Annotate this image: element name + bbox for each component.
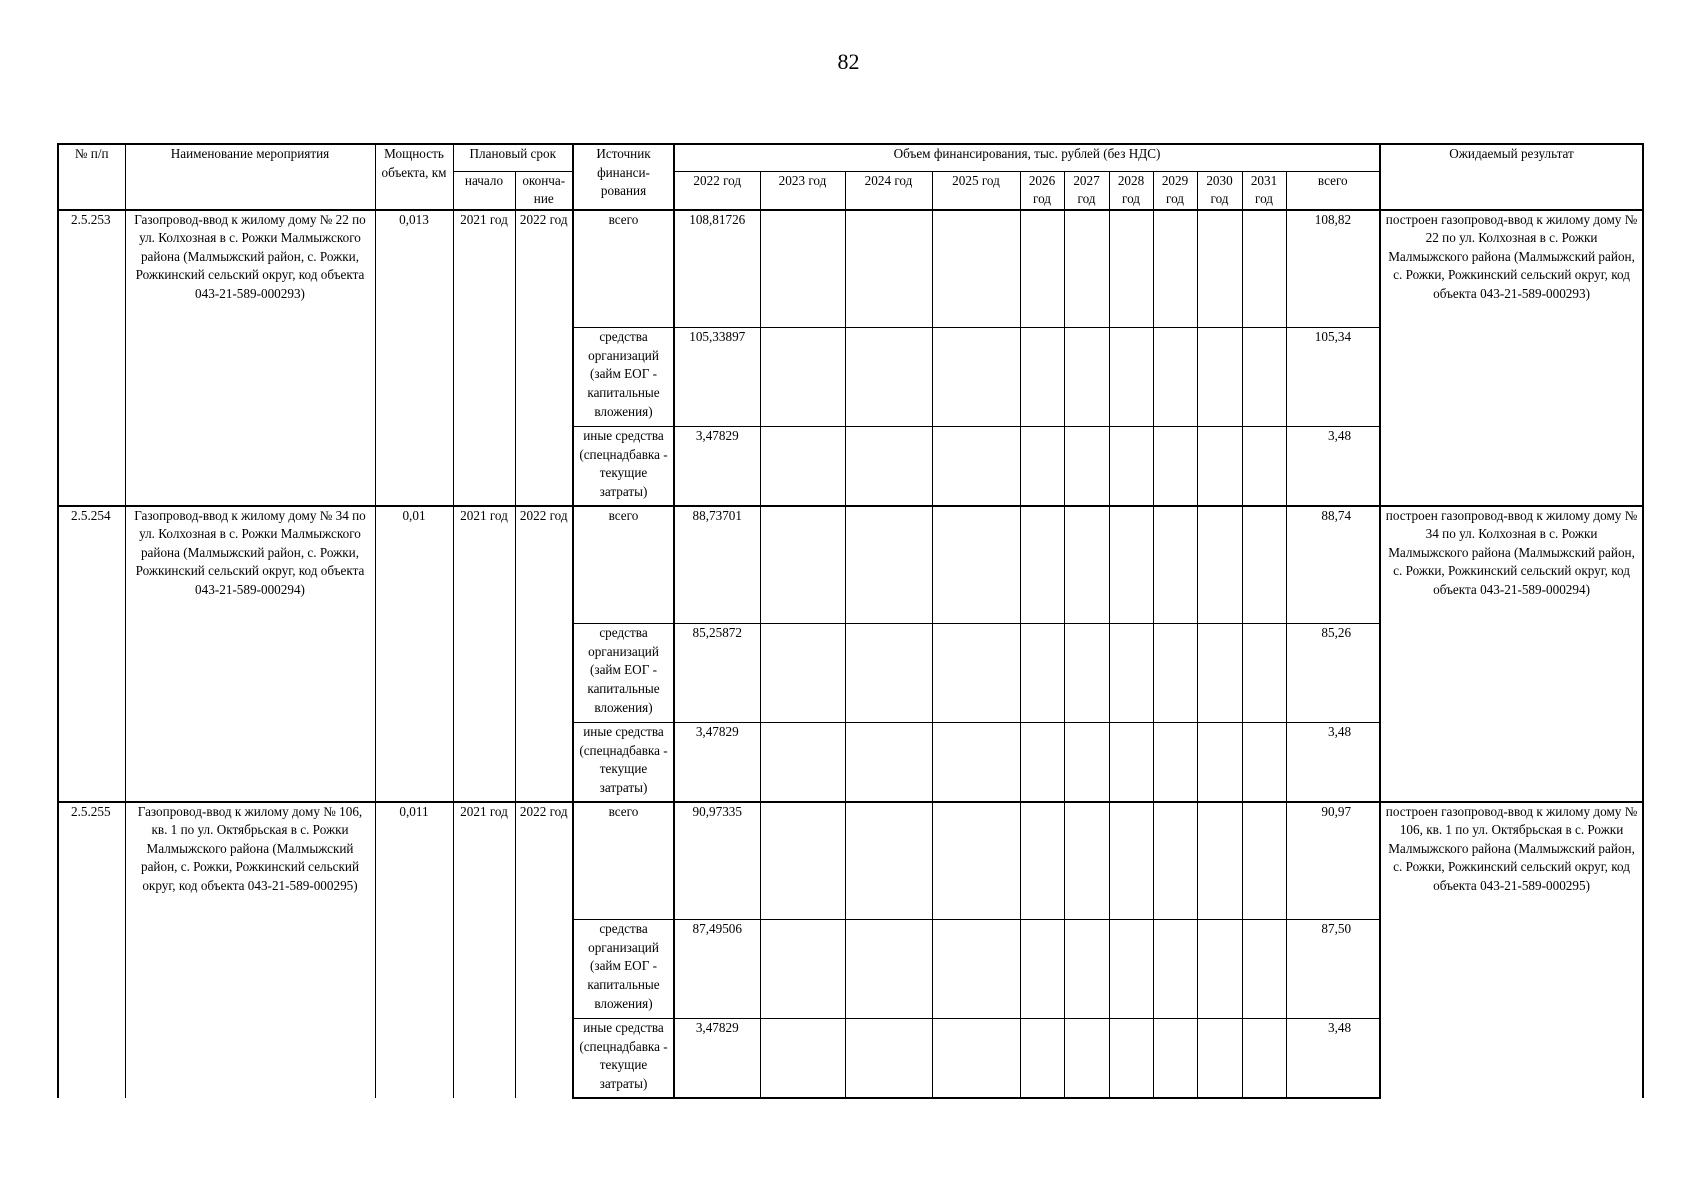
empty-cell [1153,802,1197,920]
empty-cell [760,328,845,427]
value-2022: 85,25872 [674,624,760,723]
empty-cell [1153,1019,1197,1098]
source-org: средства организаций (займ ЕОГ - капитальные вложения) [573,920,674,1019]
value-2031 [1242,210,1286,328]
empty-cell [1109,624,1153,723]
empty-cell [1242,427,1286,506]
header-year-2030: 2030 год [1197,171,1242,210]
value-total: 105,34 [1286,328,1380,427]
empty-cell [1197,427,1242,506]
item-number: 2.5.255 [58,802,125,1098]
header-year-2026: 2026 год [1020,171,1064,210]
empty-cell [1109,1019,1153,1098]
item-number: 2.5.254 [58,506,125,802]
empty-cell [1242,624,1286,723]
empty-cell [1197,802,1242,920]
empty-cell [1109,427,1153,506]
empty-cell [1064,506,1109,624]
item-name: Газопровод-ввод к жилому дому № 34 по ул. Колхозная в с. Рожки Малмыжского района (Малмыжский район, с. Рожки, Рожкинский сельский округ, код объекта 043-21-589-000294) [125,506,375,802]
item-start: 2021 год [453,210,515,506]
empty-cell [1242,328,1286,427]
value-2022: 3,47829 [674,427,760,506]
value-total: 85,26 [1286,624,1380,723]
empty-cell [1197,506,1242,624]
value-total: 90,97 [1286,802,1380,920]
header-term: Плановый срок [453,144,573,171]
empty-cell [932,920,1020,1019]
empty-cell [1020,802,1064,920]
header-result: Ожидаемый результат [1380,144,1643,210]
empty-cell [1064,802,1109,920]
empty-cell [1020,427,1064,506]
value-2022: 90,97335 [674,802,760,920]
empty-cell [760,920,845,1019]
value-total: 108,82 [1286,210,1380,328]
item-end: 2022 год [515,210,573,506]
table-row [58,506,1643,624]
header-volume: Объем финансирования, тыс. рублей (без НДС) [674,144,1380,171]
empty-cell [1020,920,1064,1019]
empty-cell [1242,920,1286,1019]
empty-cell [1064,328,1109,427]
item-end: 2022 год [515,506,573,802]
source-other: иные средства (спецнадбавка - текущие затраты) [573,1019,674,1098]
empty-cell [845,1019,932,1098]
source-org: средства организаций (займ ЕОГ - капитальные вложения) [573,328,674,427]
source-total: всего [573,506,674,624]
empty-cell [845,427,932,506]
empty-cell [1153,506,1197,624]
header-year-2027: 2027 год [1064,171,1109,210]
header-num: № п/п [58,144,125,210]
empty-cell [932,624,1020,723]
empty-cell [1153,723,1197,802]
header-year-2028: 2028 год [1109,171,1153,210]
value-2024 [845,210,932,328]
empty-cell [1109,802,1153,920]
empty-cell [845,624,932,723]
value-total: 87,50 [1286,920,1380,1019]
source-other: иные средства (спецнадбавка - текущие затраты) [573,723,674,802]
empty-cell [1109,506,1153,624]
empty-cell [932,1019,1020,1098]
empty-cell [1197,920,1242,1019]
value-2022: 108,81726 [674,210,760,328]
value-total: 3,48 [1286,723,1380,802]
header-year-2024: 2024 год [845,171,932,210]
value-2028 [1109,210,1153,328]
header-row-1 [58,144,1643,171]
empty-cell [1064,624,1109,723]
empty-cell [845,506,932,624]
item-name: Газопровод-ввод к жилому дому № 106, кв. 1 по ул. Октябрьская в с. Рожки Малмыжского района (Малмыжский район, с. Рожки, Рожкинский сельский округ, код объекта 043-21-589-000295) [125,802,375,1098]
empty-cell [1197,328,1242,427]
empty-cell [760,802,845,920]
item-end: 2022 год [515,802,573,1098]
empty-cell [1109,920,1153,1019]
header-year-2023: 2023 год [760,171,845,210]
empty-cell [760,723,845,802]
header-source: Источник финанси-рования [573,144,674,210]
table-row [58,802,1643,920]
empty-cell [760,427,845,506]
header-name: Наименование мероприятия [125,144,375,210]
empty-cell [1109,723,1153,802]
empty-cell [1242,1019,1286,1098]
empty-cell [1242,723,1286,802]
item-result: построен газопровод-ввод к жилому дому № 22 по ул. Колхозная в с. Рожки Малмыжского района (Малмыжский район, с. Рожки, Рожкинский сельский округ, код объекта 043-21-589-000293) [1380,210,1643,506]
value-total: 3,48 [1286,427,1380,506]
source-total: всего [573,802,674,920]
empty-cell [1153,328,1197,427]
empty-cell [1109,328,1153,427]
empty-cell [845,328,932,427]
item-number: 2.5.253 [58,210,125,506]
value-2029 [1153,210,1197,328]
empty-cell [845,802,932,920]
empty-cell [1020,624,1064,723]
empty-cell [845,920,932,1019]
value-2022: 3,47829 [674,1019,760,1098]
header-capacity: Мощность объекта, км [375,144,453,210]
empty-cell [1064,1019,1109,1098]
table-row [58,210,1643,328]
empty-cell [1064,723,1109,802]
page-number: 82 [837,49,860,74]
value-2022: 87,49506 [674,920,760,1019]
empty-cell [760,624,845,723]
source-total: всего [573,210,674,328]
empty-cell [932,723,1020,802]
empty-cell [1064,427,1109,506]
item-result: построен газопровод-ввод к жилому дому № 34 по ул. Колхозная в с. Рожки Малмыжского района (Малмыжский район, с. Рожки, Рожкинский сельский округ, код объекта 043-21-589-000294) [1380,506,1643,802]
empty-cell [932,427,1020,506]
item-name: Газопровод-ввод к жилому дому № 22 по ул. Колхозная в с. Рожки Малмыжского района (Малмыжский район, с. Рожки, Рожкинский сельский округ, код объекта 043-21-589-000293) [125,210,375,506]
value-2022: 105,33897 [674,328,760,427]
empty-cell [1064,920,1109,1019]
value-2030 [1197,210,1242,328]
header-year-2022: 2022 год [674,171,760,210]
empty-cell [760,1019,845,1098]
value-2025 [932,210,1020,328]
value-2022: 3,47829 [674,723,760,802]
header-total: всего [1286,171,1380,210]
value-2023 [760,210,845,328]
value-total: 3,48 [1286,1019,1380,1098]
empty-cell [1242,802,1286,920]
empty-cell [1197,1019,1242,1098]
header-year-2025: 2025 год [932,171,1020,210]
empty-cell [932,328,1020,427]
empty-cell [932,802,1020,920]
empty-cell [845,723,932,802]
value-total: 88,74 [1286,506,1380,624]
empty-cell [1153,920,1197,1019]
source-org: средства организаций (займ ЕОГ - капитальные вложения) [573,624,674,723]
item-result: построен газопровод-ввод к жилому дому № 106, кв. 1 по ул. Октябрьская в с. Рожки Малмыжского района (Малмыжский район, с. Рожки, Рожкинский сельский округ, код объекта 043-21-589-000295) [1380,802,1643,1098]
empty-cell [1197,723,1242,802]
empty-cell [1242,506,1286,624]
empty-cell [1020,1019,1064,1098]
empty-cell [760,506,845,624]
empty-cell [1153,624,1197,723]
empty-cell [1153,427,1197,506]
header-year-2029: 2029 год [1153,171,1197,210]
value-2026 [1020,210,1064,328]
empty-cell [1197,624,1242,723]
empty-cell [932,506,1020,624]
empty-cell [1020,328,1064,427]
financing-table [57,143,1644,1099]
empty-cell [1020,506,1064,624]
item-start: 2021 год [453,802,515,1098]
header-year-2031: 2031 год [1242,171,1286,210]
item-capacity: 0,01 [375,506,453,802]
header-end: оконча-ние [515,171,573,210]
value-2027 [1064,210,1109,328]
header-start: начало [453,171,515,210]
empty-cell [1020,723,1064,802]
value-2022: 88,73701 [674,506,760,624]
item-start: 2021 год [453,506,515,802]
item-capacity: 0,013 [375,210,453,506]
item-capacity: 0,011 [375,802,453,1098]
source-other: иные средства (спецнадбавка - текущие затраты) [573,427,674,506]
